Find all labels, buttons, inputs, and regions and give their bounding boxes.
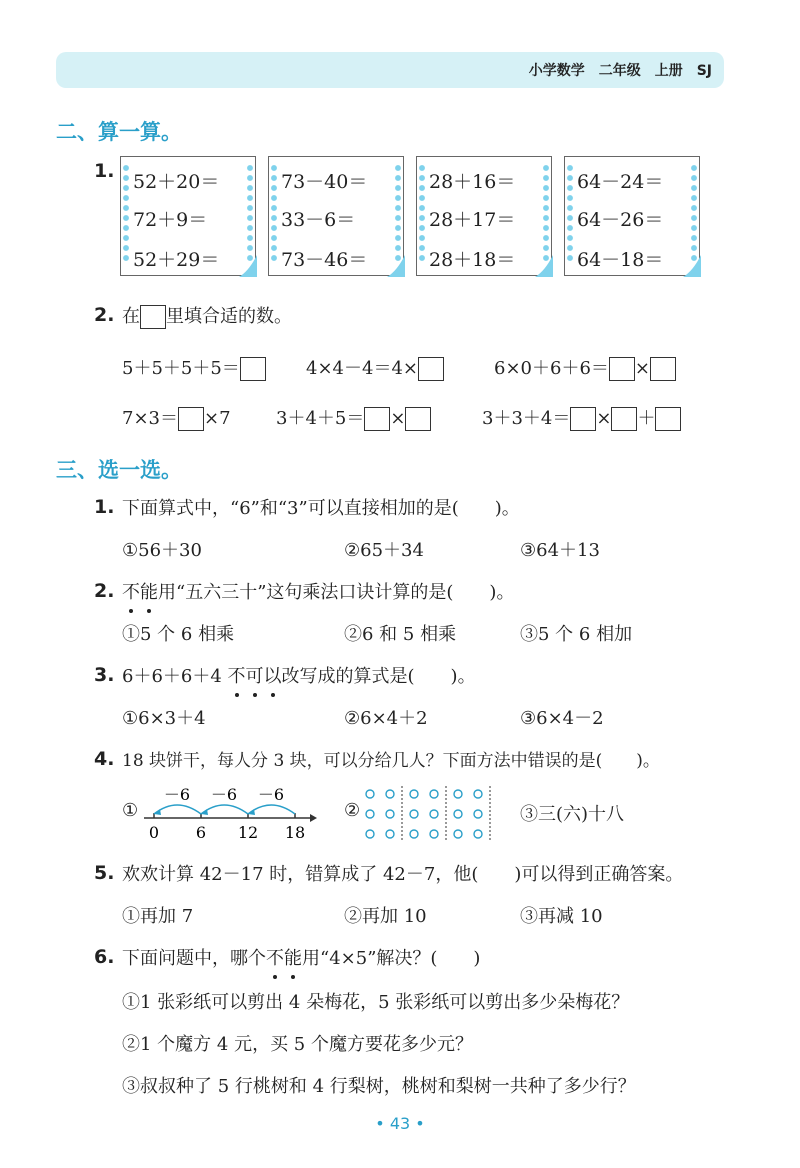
option-3[interactable]: ③5 个 6 相加 xyxy=(520,624,633,645)
calc-item: 64－24＝ xyxy=(577,171,664,193)
hop-label: －6 xyxy=(163,785,191,804)
answer-box[interactable] xyxy=(650,357,676,381)
hop-arc xyxy=(154,805,201,814)
emphasis-char: 可 xyxy=(246,662,264,688)
calc-card-1 xyxy=(120,156,256,276)
emphasis-char: 不 xyxy=(228,662,246,688)
s3-q3-text: 6＋6＋6＋4 不可以改写成的算式是( )。 xyxy=(122,662,476,688)
option-1[interactable]: ①6×3＋4 xyxy=(122,708,206,729)
option-2[interactable]: ②再加 10 xyxy=(344,906,427,927)
calc-item: 64－26＝ xyxy=(577,209,664,231)
s3-q5-text: 欢欢计算 42－17 时，错算成了 42－7，他( )可以得到正确答案。 xyxy=(122,864,684,885)
s3-q2-text: 不能用“五六三十”这句乘法口诀计算的是( )。 xyxy=(122,578,514,604)
s3-q1-text: 下面算式中，“6”和“3”可以直接相加的是( )。 xyxy=(122,498,520,519)
option-3[interactable]: ③6×4－2 xyxy=(520,708,604,729)
tick-label: 18 xyxy=(284,823,306,842)
option-1[interactable]: ①56＋30 xyxy=(122,540,202,561)
section-3-title: 三、选一选。 xyxy=(56,458,182,482)
page-curl-icon xyxy=(239,255,257,277)
q1-number: 1. xyxy=(94,160,115,182)
s3-q2-number: 2. xyxy=(94,580,115,602)
fill-expr-3: 6×0＋6＋6＝ × xyxy=(494,354,676,381)
calc-item: 52＋29＝ xyxy=(133,249,220,271)
header-title: 小学数学 二年级 上册 SJ xyxy=(528,63,712,79)
s3-q1-number: 1. xyxy=(94,496,115,518)
calc-card-2 xyxy=(268,156,404,276)
answer-box[interactable] xyxy=(611,407,637,431)
answer-box[interactable] xyxy=(570,407,596,431)
calc-item: 28＋18＝ xyxy=(429,249,516,271)
option-3[interactable]: ③再减 10 xyxy=(520,906,603,927)
option-1-label[interactable]: ① xyxy=(122,800,139,821)
calc-item: 33－6＝ xyxy=(281,209,356,231)
option-1[interactable]: ①1 张彩纸可以剪出 4 朵梅花，5 张彩纸可以剪出多少朵梅花？ xyxy=(122,992,630,1013)
answer-box[interactable] xyxy=(178,407,204,431)
hop-arrow-icon xyxy=(201,809,208,815)
hop-arrow-icon xyxy=(248,809,255,815)
emphasis-char: 能 xyxy=(284,944,302,970)
hop-arc xyxy=(201,805,248,814)
page-number: • 43 • xyxy=(375,1114,425,1133)
calc-item: 52＋20＝ xyxy=(133,171,220,193)
tick-label: 0 xyxy=(148,823,160,842)
answer-box[interactable] xyxy=(240,357,266,381)
answer-box[interactable] xyxy=(609,357,635,381)
calc-item: 28＋16＝ xyxy=(429,171,516,193)
option-3[interactable]: ③叔叔种了 5 行桃树和 4 行梨树，桃树和梨树一共种了多少行？ xyxy=(122,1076,636,1097)
fill-expr-5: 3＋4＋5＝ × xyxy=(276,404,431,431)
calc-item: 64－18＝ xyxy=(577,249,664,271)
s3-q3-number: 3. xyxy=(94,664,115,686)
fill-expr-2: 4×4－4＝4× xyxy=(306,354,444,381)
emphasis-char: 不 xyxy=(266,944,284,970)
s3-q6-text: 下面问题中，哪个不能用“4×5”解决？( ) xyxy=(122,944,480,970)
hop-arc xyxy=(248,805,295,814)
tick-label: 12 xyxy=(237,823,259,842)
hop-label: －6 xyxy=(210,785,238,804)
page-curl-icon xyxy=(387,255,405,277)
calc-item: 72＋9＝ xyxy=(133,209,208,231)
answer-box[interactable] xyxy=(418,357,444,381)
option-3[interactable]: ③三(六)十八 xyxy=(520,804,625,825)
option-2[interactable]: ②1 个魔方 4 元，买 5 个魔方要花多少元？ xyxy=(122,1034,473,1055)
tick-label: 6 xyxy=(195,823,207,842)
s3-q4-number: 4. xyxy=(94,748,115,770)
s3-q5-number: 5. xyxy=(94,862,115,884)
option-2[interactable]: ②6 和 5 相乘 xyxy=(344,624,457,645)
option-1[interactable]: ①再加 7 xyxy=(122,906,194,927)
number-line xyxy=(140,782,320,844)
q2-prompt: 在 里填合适的数。 xyxy=(122,306,292,327)
calc-item: 73－40＝ xyxy=(281,171,368,193)
hop-arrow-icon xyxy=(154,809,161,815)
section-2-title: 二、算一算。 xyxy=(56,120,182,144)
emphasis-char: 不 xyxy=(122,578,140,604)
dot-group-diagram xyxy=(362,786,502,842)
fill-expr-4: 7×3＝ ×7 xyxy=(122,408,231,429)
emphasis-char: 能 xyxy=(140,578,158,604)
hop-label: －6 xyxy=(257,785,285,804)
option-2-label[interactable]: ② xyxy=(344,800,361,821)
axis-arrow-icon xyxy=(310,814,317,822)
calc-item: 73－46＝ xyxy=(281,249,368,271)
option-2[interactable]: ②65＋34 xyxy=(344,540,424,561)
page-curl-icon xyxy=(535,255,553,277)
fill-expr-1: 5＋5＋5＋5＝ xyxy=(122,354,266,381)
q2-number: 2. xyxy=(94,304,115,326)
calc-card-4 xyxy=(564,156,700,276)
answer-box[interactable] xyxy=(405,407,431,431)
answer-box[interactable] xyxy=(364,407,390,431)
s3-q6-number: 6. xyxy=(94,946,115,968)
fill-expr-6: 3＋3＋4＝ × ＋ xyxy=(482,404,681,431)
answer-box[interactable] xyxy=(655,407,681,431)
calc-card-3 xyxy=(416,156,552,276)
s3-q4-text: 18 块饼干，每人分 3 块，可以分给几人？下面方法中错误的是( )。 xyxy=(122,751,660,771)
sample-box xyxy=(140,305,166,329)
option-2[interactable]: ②6×4＋2 xyxy=(344,708,428,729)
option-1[interactable]: ①5 个 6 相乘 xyxy=(122,624,235,645)
page-curl-icon xyxy=(683,255,701,277)
option-3[interactable]: ③64＋13 xyxy=(520,540,600,561)
emphasis-char: 以 xyxy=(264,662,282,688)
calc-item: 28＋17＝ xyxy=(429,209,516,231)
